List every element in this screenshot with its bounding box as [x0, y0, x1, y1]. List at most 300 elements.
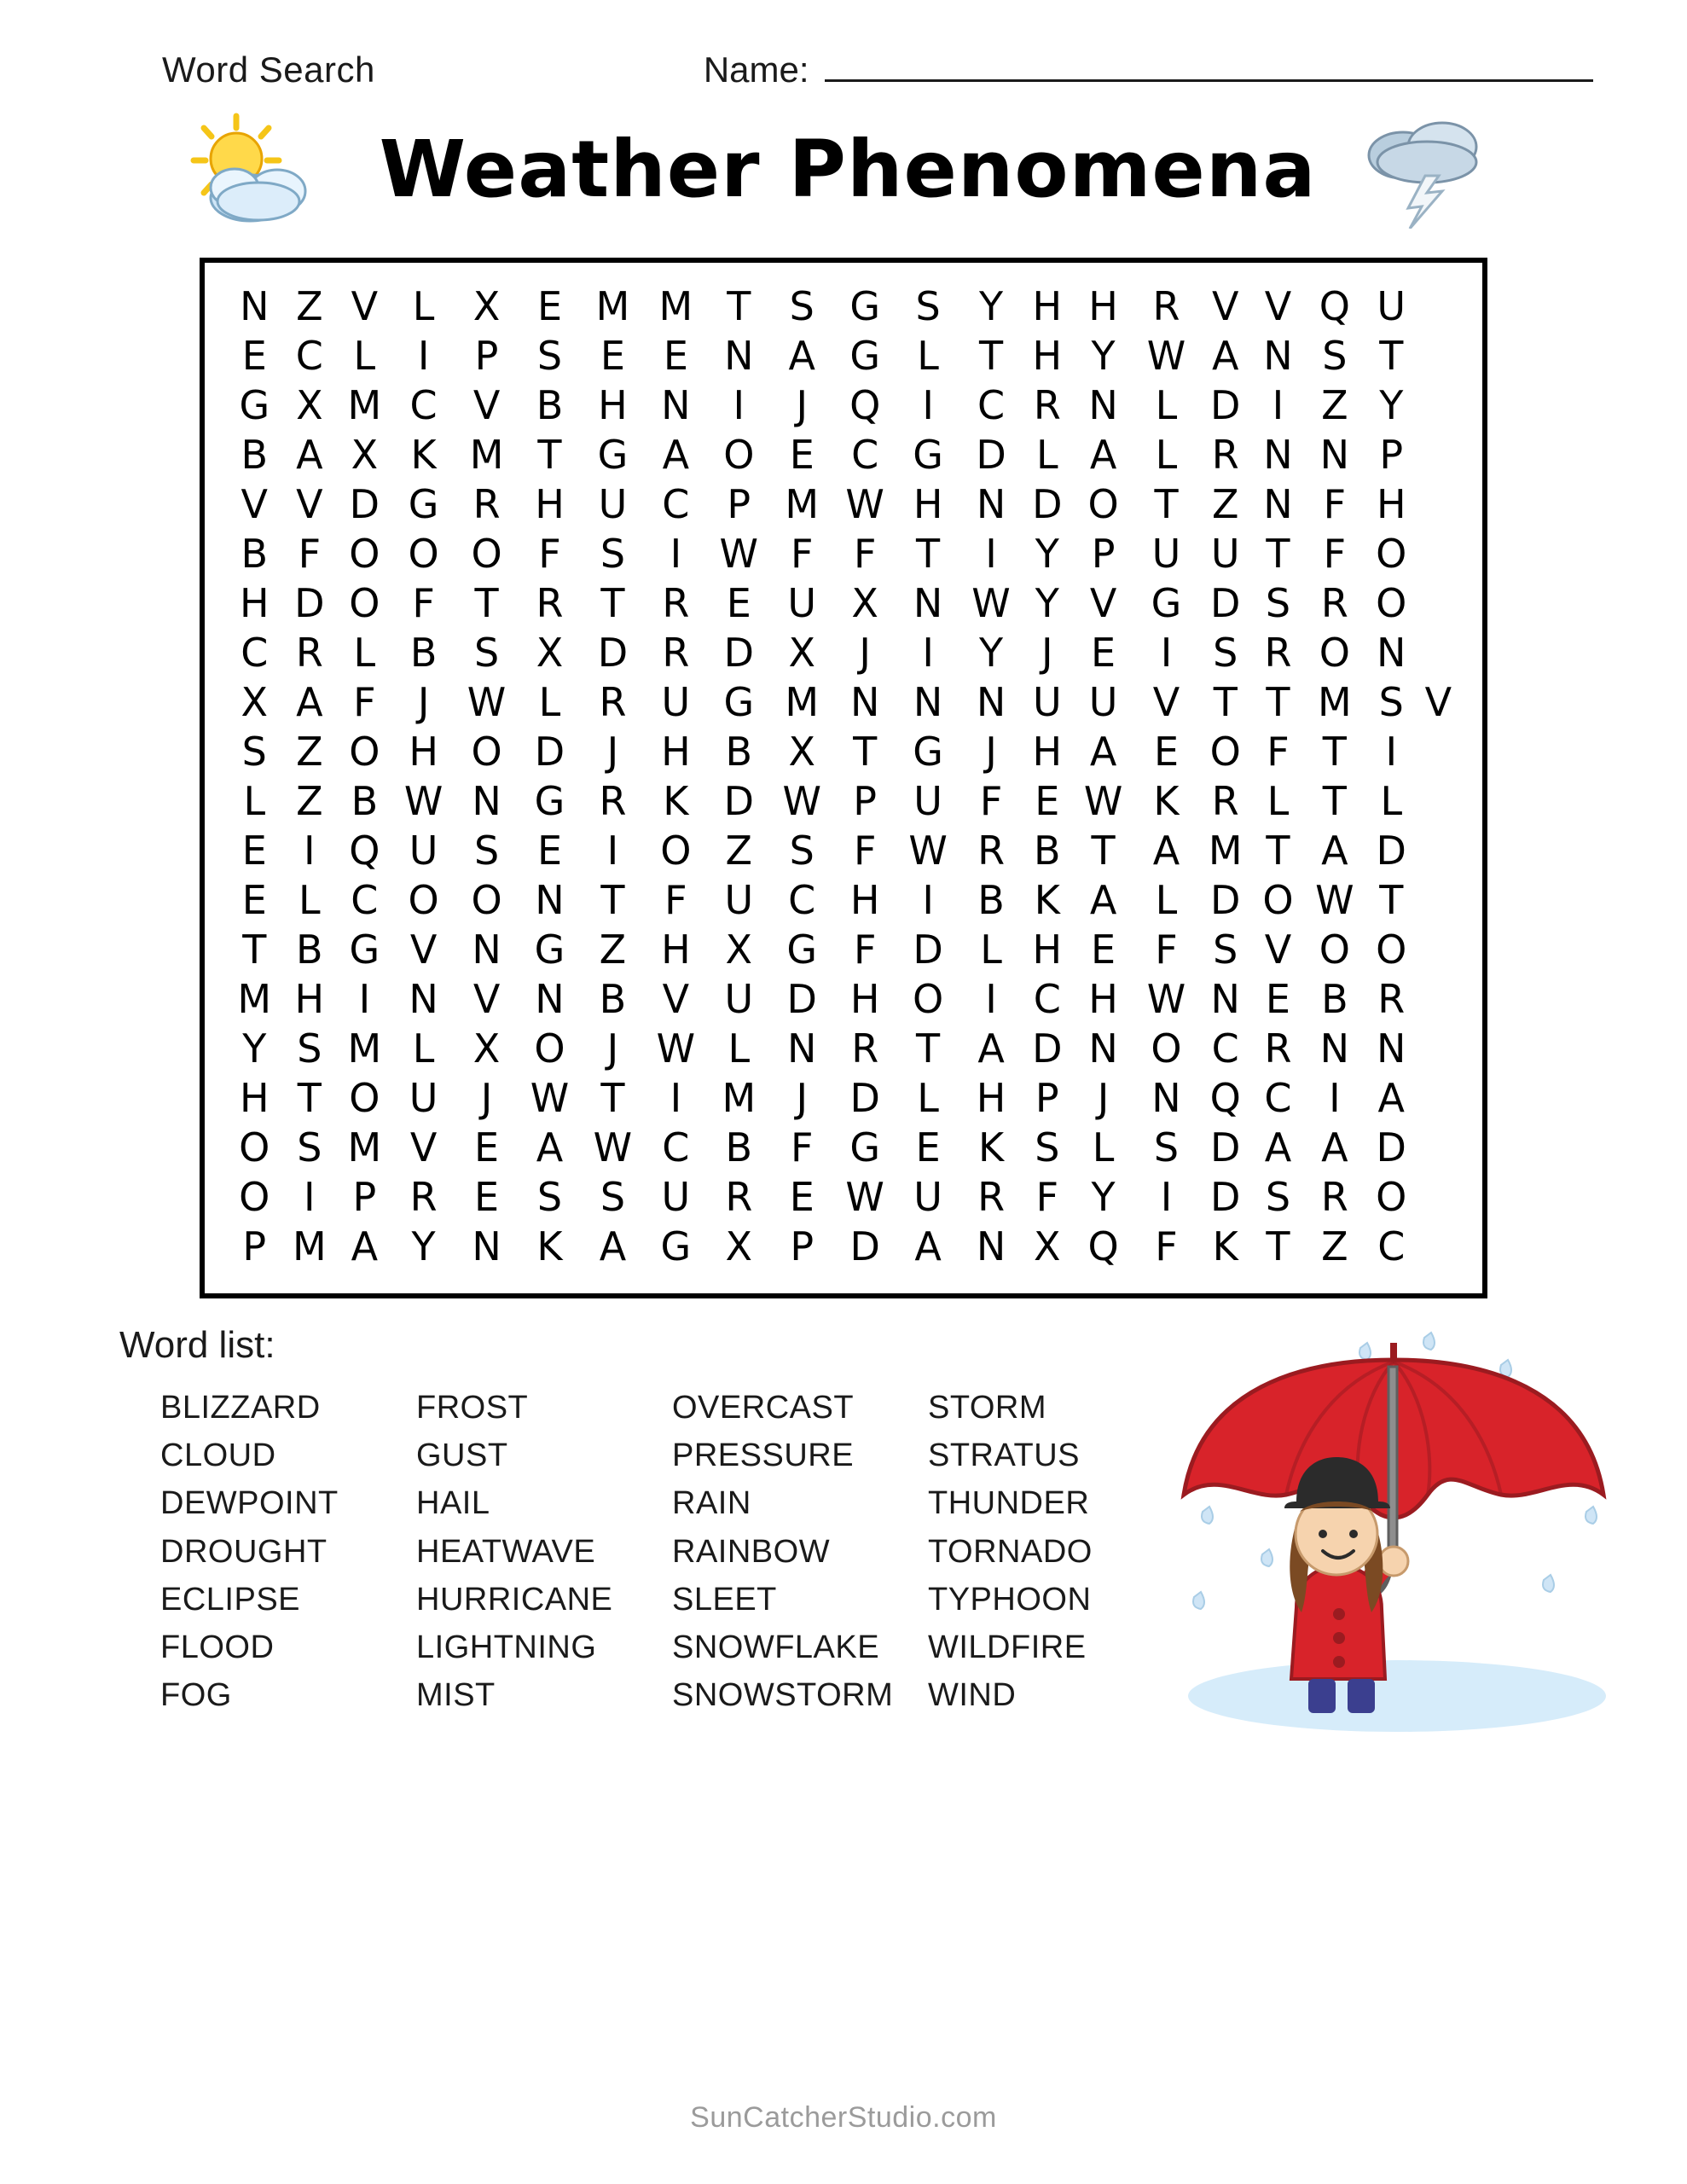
grid-cell[interactable]: L — [980, 926, 1002, 973]
grid-cell[interactable]: I — [670, 531, 682, 577]
grid-cell[interactable]: U — [409, 1075, 438, 1121]
grid-cell[interactable]: C — [851, 432, 879, 478]
word-list-item[interactable]: SNOWSTORM — [672, 1677, 894, 1714]
grid-cell[interactable]: G — [849, 333, 880, 379]
grid-cell[interactable]: N — [1088, 382, 1118, 428]
grid-cell[interactable]: Y — [1091, 333, 1116, 379]
grid-cell[interactable]: M — [347, 1124, 382, 1170]
grid-cell[interactable]: U — [1088, 679, 1118, 725]
grid-cell[interactable]: H — [661, 729, 691, 775]
grid-cell[interactable]: X — [788, 729, 815, 775]
grid-cell[interactable]: F — [412, 580, 435, 626]
word-list-item[interactable]: STRATUS — [928, 1438, 1081, 1474]
grid-cell[interactable]: A — [1152, 828, 1180, 874]
grid-cell[interactable]: W — [971, 580, 1011, 626]
grid-cell[interactable]: V — [351, 283, 379, 329]
grid-cell[interactable]: K — [1212, 1223, 1238, 1269]
grid-cell[interactable]: R — [1152, 283, 1180, 329]
grid-cell[interactable]: A — [296, 679, 323, 725]
grid-cell[interactable]: J — [796, 382, 809, 428]
grid-cell[interactable]: E — [536, 283, 563, 329]
grid-cell[interactable]: E — [474, 1124, 500, 1170]
grid-cell[interactable] — [1417, 826, 1460, 875]
grid-cell[interactable]: K — [410, 432, 437, 478]
grid-cell[interactable]: G — [849, 1124, 880, 1170]
grid-cell[interactable]: A — [788, 333, 815, 379]
grid-cell[interactable]: E — [241, 877, 267, 923]
grid-cell[interactable]: N — [472, 778, 501, 824]
grid-cell[interactable]: J — [606, 729, 619, 775]
grid-cell[interactable]: C — [977, 382, 1006, 428]
grid-cell[interactable]: P — [1379, 432, 1404, 478]
grid-cell[interactable]: A — [296, 432, 323, 478]
grid-cell[interactable]: N — [409, 976, 438, 1022]
grid-cell[interactable]: H — [1032, 283, 1063, 329]
grid-cell[interactable]: F — [1323, 481, 1347, 527]
grid-cell[interactable]: O — [408, 877, 439, 923]
grid-cell[interactable]: N — [1263, 432, 1293, 478]
grid-cell[interactable]: M — [658, 283, 693, 329]
grid-cell[interactable]: R — [662, 630, 690, 676]
grid-cell[interactable]: P — [727, 481, 751, 527]
grid-cell[interactable]: F — [979, 778, 1003, 824]
grid-cell[interactable]: G — [849, 283, 880, 329]
grid-cell[interactable]: M — [347, 1025, 382, 1072]
grid-cell[interactable]: J — [1041, 630, 1053, 676]
grid-cell[interactable] — [1417, 380, 1460, 430]
grid-cell[interactable]: J — [859, 630, 871, 676]
grid-cell[interactable]: A — [599, 1223, 627, 1269]
grid-cell[interactable] — [1417, 1123, 1460, 1172]
grid-cell[interactable]: S — [536, 1174, 563, 1220]
grid-cell[interactable]: R — [1264, 630, 1292, 676]
grid-cell[interactable]: A — [1089, 877, 1117, 923]
grid-cell[interactable]: I — [670, 1075, 682, 1121]
grid-cell[interactable]: I — [1329, 1075, 1341, 1121]
grid-cell[interactable]: S — [297, 1124, 322, 1170]
grid-cell[interactable]: N — [787, 1025, 817, 1072]
grid-cell[interactable]: J — [417, 679, 430, 725]
grid-cell[interactable]: M — [292, 1223, 327, 1269]
word-list-item[interactable]: TORNADO — [928, 1533, 1093, 1570]
grid-cell[interactable]: P — [853, 778, 878, 824]
grid-cell[interactable]: L — [1155, 877, 1178, 923]
grid-cell[interactable]: L — [1267, 778, 1290, 824]
grid-cell[interactable]: E — [915, 1124, 941, 1170]
grid-cell[interactable]: H — [409, 729, 438, 775]
grid-cell[interactable]: T — [727, 283, 751, 329]
grid-cell[interactable]: E — [474, 1174, 500, 1220]
grid-cell[interactable]: L — [243, 778, 266, 824]
grid-cell[interactable]: E — [536, 828, 563, 874]
grid-cell[interactable] — [1417, 1073, 1460, 1123]
grid-cell[interactable]: Y — [411, 1223, 436, 1269]
grid-cell[interactable]: X — [725, 926, 753, 973]
grid-cell[interactable]: F — [853, 926, 877, 973]
grid-cell[interactable]: O — [408, 531, 439, 577]
word-list-item[interactable]: STORM — [928, 1390, 1047, 1426]
grid-cell[interactable]: N — [1210, 976, 1240, 1022]
word-search-grid[interactable] — [200, 258, 1487, 1298]
word-list-item[interactable]: DROUGHT — [160, 1533, 328, 1570]
word-list-item[interactable]: ECLIPSE — [160, 1581, 301, 1618]
grid-cell[interactable]: N — [913, 679, 943, 725]
grid-cell[interactable] — [1417, 430, 1460, 479]
grid-cell[interactable]: W — [1146, 976, 1186, 1022]
grid-cell[interactable]: C — [1211, 1025, 1239, 1072]
grid-cell[interactable]: F — [1267, 729, 1290, 775]
grid-cell[interactable]: A — [914, 1223, 942, 1269]
grid-cell[interactable]: P — [1091, 531, 1116, 577]
word-list-item[interactable]: GUST — [416, 1438, 508, 1474]
grid-cell[interactable]: P — [1035, 1075, 1059, 1121]
grid-cell[interactable]: V — [1264, 926, 1292, 973]
grid-cell[interactable]: R — [1320, 1174, 1348, 1220]
grid-cell[interactable]: R — [409, 1174, 438, 1220]
grid-cell[interactable]: E — [789, 1174, 815, 1220]
grid-cell[interactable]: T — [978, 333, 1004, 379]
grid-cell[interactable]: D — [723, 630, 754, 676]
grid-cell[interactable]: S — [1153, 1124, 1180, 1170]
grid-cell[interactable]: X — [1034, 1223, 1061, 1269]
word-list-item[interactable]: HURRICANE — [416, 1581, 613, 1618]
grid-cell[interactable]: E — [726, 580, 751, 626]
grid-cell[interactable]: H — [1032, 333, 1063, 379]
grid-cell[interactable]: T — [600, 877, 625, 923]
grid-cell[interactable]: Z — [725, 828, 753, 874]
grid-cell[interactable]: Z — [1321, 1223, 1348, 1269]
grid-cell[interactable]: N — [661, 382, 691, 428]
grid-cell[interactable]: I — [985, 976, 997, 1022]
grid-cell[interactable]: R — [599, 679, 627, 725]
grid-cell[interactable]: B — [241, 531, 269, 577]
grid-cell[interactable]: R — [662, 580, 690, 626]
grid-cell[interactable]: W — [467, 679, 507, 725]
grid-cell[interactable]: F — [1035, 1174, 1059, 1220]
grid-cell[interactable]: T — [242, 926, 267, 973]
grid-cell[interactable]: S — [473, 828, 500, 874]
grid-cell[interactable]: T — [1322, 729, 1347, 775]
grid-cell[interactable]: W — [782, 778, 821, 824]
grid-cell[interactable]: T — [1266, 531, 1290, 577]
grid-cell[interactable]: D — [1210, 1124, 1241, 1170]
grid-cell[interactable]: H — [1032, 729, 1063, 775]
word-list-item[interactable]: SLEET — [672, 1581, 777, 1618]
grid-cell[interactable]: P — [474, 333, 499, 379]
grid-cell[interactable]: X — [472, 283, 501, 329]
grid-cell[interactable]: L — [412, 1025, 435, 1072]
grid-cell[interactable]: T — [600, 1075, 625, 1121]
grid-cell[interactable]: L — [299, 877, 321, 923]
grid-cell[interactable]: I — [922, 877, 934, 923]
grid-cell[interactable]: A — [1212, 333, 1239, 379]
grid-cell[interactable]: U — [1032, 679, 1062, 725]
grid-cell[interactable]: G — [913, 432, 943, 478]
grid-cell[interactable]: H — [849, 976, 880, 1022]
grid-cell[interactable]: V — [296, 481, 323, 527]
grid-cell[interactable]: R — [536, 580, 564, 626]
grid-cell[interactable]: G — [239, 382, 270, 428]
grid-cell[interactable]: C — [241, 630, 269, 676]
grid-cell[interactable]: X — [788, 630, 815, 676]
grid-cell[interactable]: N — [535, 877, 565, 923]
grid-cell[interactable]: C — [1033, 976, 1061, 1022]
grid-cell[interactable]: I — [1160, 1174, 1173, 1220]
grid-cell[interactable]: O — [349, 580, 380, 626]
grid-cell[interactable]: S — [1322, 333, 1348, 379]
grid-cell[interactable]: R — [472, 481, 501, 527]
grid-cell[interactable]: U — [1210, 531, 1240, 577]
grid-cell[interactable]: X — [241, 679, 269, 725]
grid-cell[interactable]: V — [241, 481, 268, 527]
grid-cell[interactable]: Y — [978, 630, 1004, 676]
grid-cell[interactable]: D — [349, 481, 380, 527]
grid-cell[interactable]: C — [1377, 1223, 1406, 1269]
grid-cell[interactable]: W — [403, 778, 443, 824]
grid-cell[interactable]: G — [534, 926, 565, 973]
grid-cell[interactable]: A — [977, 1025, 1005, 1072]
grid-cell[interactable]: P — [790, 1223, 815, 1269]
grid-cell[interactable]: F — [853, 828, 877, 874]
grid-cell[interactable]: P — [352, 1174, 377, 1220]
grid-cell[interactable]: O — [1376, 580, 1407, 626]
grid-cell[interactable]: K — [663, 778, 689, 824]
grid-cell[interactable]: T — [297, 1075, 322, 1121]
grid-cell[interactable]: N — [535, 976, 565, 1022]
grid-cell[interactable]: N — [724, 333, 754, 379]
word-list-item[interactable]: HEATWAVE — [416, 1533, 596, 1570]
grid-cell[interactable]: S — [241, 729, 267, 775]
grid-cell[interactable]: D — [1210, 580, 1241, 626]
grid-cell[interactable] — [1417, 282, 1460, 331]
grid-cell[interactable]: F — [791, 1124, 814, 1170]
grid-cell[interactable]: C — [295, 333, 323, 379]
grid-cell[interactable]: U — [724, 976, 754, 1022]
grid-cell[interactable]: E — [1153, 729, 1180, 775]
word-list-item[interactable]: OVERCAST — [672, 1390, 855, 1426]
grid-cell[interactable]: H — [1088, 976, 1118, 1022]
grid-cell[interactable]: X — [536, 630, 564, 676]
grid-cell[interactable]: Z — [1211, 481, 1239, 527]
grid-cell[interactable]: Z — [296, 729, 323, 775]
grid-cell[interactable]: A — [351, 1223, 379, 1269]
grid-cell[interactable]: F — [353, 679, 376, 725]
grid-cell[interactable]: M — [347, 382, 382, 428]
grid-cell[interactable]: Z — [296, 283, 323, 329]
grid-cell[interactable]: K — [977, 1124, 1005, 1170]
grid-cell[interactable]: Q — [849, 382, 881, 428]
grid-cell[interactable]: P — [242, 1223, 267, 1269]
grid-cell[interactable]: B — [725, 729, 753, 775]
word-list-item[interactable]: PRESSURE — [672, 1438, 855, 1474]
grid-cell[interactable]: D — [1376, 828, 1406, 874]
grid-cell[interactable]: F — [1155, 1223, 1178, 1269]
grid-cell[interactable]: N — [240, 283, 270, 329]
grid-cell[interactable]: O — [349, 1075, 380, 1121]
grid-cell[interactable]: M — [595, 283, 630, 329]
grid-cell[interactable]: K — [536, 1223, 563, 1269]
grid-cell[interactable]: C — [788, 877, 816, 923]
grid-cell[interactable]: I — [922, 630, 934, 676]
grid-cell[interactable]: N — [976, 679, 1006, 725]
grid-cell[interactable] — [1417, 578, 1460, 628]
grid-cell[interactable]: J — [606, 1025, 619, 1072]
grid-cell[interactable]: O — [1262, 877, 1294, 923]
grid-cell[interactable]: U — [1377, 283, 1406, 329]
word-list-item[interactable]: FROST — [416, 1390, 529, 1426]
grid-cell[interactable]: V — [662, 976, 690, 1022]
grid-cell[interactable]: N — [1263, 333, 1293, 379]
grid-cell[interactable]: H — [535, 481, 565, 527]
grid-cell[interactable]: F — [1155, 926, 1178, 973]
grid-cell[interactable]: G — [349, 926, 380, 973]
grid-cell[interactable]: B — [977, 877, 1005, 923]
grid-cell[interactable]: W — [593, 1124, 633, 1170]
grid-cell[interactable]: W — [908, 828, 948, 874]
grid-cell[interactable]: N — [1263, 481, 1293, 527]
grid-cell[interactable] — [1417, 925, 1460, 974]
grid-cell[interactable]: W — [845, 481, 884, 527]
grid-cell[interactable]: X — [351, 432, 379, 478]
grid-cell[interactable]: E — [241, 828, 267, 874]
grid-cell[interactable]: E — [1265, 976, 1290, 1022]
grid-cell[interactable]: G — [660, 1223, 692, 1269]
grid-cell[interactable] — [1417, 1024, 1460, 1073]
grid-cell[interactable]: V — [472, 976, 501, 1022]
grid-cell[interactable]: G — [1151, 580, 1182, 626]
grid-cell[interactable]: Q — [349, 828, 380, 874]
grid-cell[interactable]: W — [1083, 778, 1123, 824]
grid-cell[interactable]: V — [409, 1124, 438, 1170]
grid-cell[interactable]: C — [662, 481, 690, 527]
grid-cell[interactable]: R — [1033, 382, 1061, 428]
grid-cell[interactable]: W — [656, 1025, 696, 1072]
grid-cell[interactable]: R — [599, 778, 627, 824]
grid-cell[interactable]: U — [409, 828, 438, 874]
grid-cell[interactable]: O — [471, 531, 502, 577]
grid-cell[interactable]: T — [1266, 1223, 1290, 1269]
grid-cell[interactable]: L — [412, 283, 435, 329]
grid-cell[interactable]: U — [1151, 531, 1181, 577]
grid-cell[interactable]: T — [474, 580, 499, 626]
grid-cell[interactable]: N — [1377, 1025, 1406, 1072]
grid-cell[interactable]: E — [600, 333, 625, 379]
grid-cell[interactable]: X — [725, 1223, 753, 1269]
grid-cell[interactable]: Q — [1209, 1075, 1241, 1121]
grid-cell[interactable]: O — [913, 976, 944, 1022]
grid-cell[interactable]: B — [351, 778, 379, 824]
word-list-item[interactable]: CLOUD — [160, 1438, 276, 1474]
grid-cell[interactable]: I — [922, 382, 934, 428]
grid-cell[interactable]: Q — [1087, 1223, 1119, 1269]
grid-cell[interactable]: K — [1034, 877, 1060, 923]
grid-cell[interactable]: V — [1089, 580, 1117, 626]
grid-cell[interactable]: Y — [1379, 382, 1404, 428]
word-list-item[interactable]: MIST — [416, 1677, 496, 1714]
grid-cell[interactable]: D — [534, 729, 565, 775]
grid-cell[interactable]: M — [237, 976, 272, 1022]
grid-cell[interactable]: O — [1151, 1025, 1182, 1072]
grid-cell[interactable]: T — [1266, 828, 1290, 874]
grid-cell[interactable]: X — [851, 580, 878, 626]
grid-cell[interactable]: R — [977, 828, 1006, 874]
grid-cell[interactable]: G — [534, 778, 565, 824]
word-list-item[interactable]: SNOWFLAKE — [672, 1629, 880, 1666]
grid-cell[interactable]: D — [723, 778, 754, 824]
grid-cell[interactable]: V — [472, 382, 501, 428]
word-list-item[interactable]: WIND — [928, 1677, 1017, 1714]
grid-cell[interactable]: O — [1319, 926, 1350, 973]
grid-cell[interactable]: R — [1320, 580, 1348, 626]
grid-cell[interactable]: A — [1321, 828, 1348, 874]
grid-cell[interactable]: B — [599, 976, 627, 1022]
grid-cell[interactable]: R — [1377, 976, 1406, 1022]
grid-cell[interactable]: Y — [1035, 531, 1059, 577]
grid-cell[interactable]: T — [537, 432, 562, 478]
grid-cell[interactable]: S — [536, 333, 563, 379]
grid-cell[interactable]: T — [600, 580, 625, 626]
grid-cell[interactable]: O — [349, 531, 380, 577]
grid-cell[interactable]: S — [789, 828, 815, 874]
grid-cell[interactable]: U — [913, 1174, 942, 1220]
grid-cell[interactable]: G — [723, 679, 755, 725]
grid-cell[interactable]: B — [241, 432, 269, 478]
grid-cell[interactable]: D — [1210, 877, 1241, 923]
grid-cell[interactable]: T — [916, 1025, 941, 1072]
word-list-item[interactable]: RAINBOW — [672, 1533, 831, 1570]
grid-cell[interactable]: D — [786, 976, 817, 1022]
grid-cell[interactable]: L — [1035, 432, 1058, 478]
grid-cell[interactable]: W — [530, 1075, 570, 1121]
grid-cell[interactable]: A — [1321, 1124, 1348, 1170]
grid-cell[interactable]: F — [538, 531, 561, 577]
grid-cell[interactable]: S — [297, 1025, 322, 1072]
grid-cell[interactable]: I — [606, 828, 619, 874]
grid-cell[interactable]: E — [1035, 778, 1060, 824]
grid-cell[interactable]: A — [1377, 1075, 1405, 1121]
grid-cell[interactable]: N — [1377, 630, 1406, 676]
grid-cell[interactable]: I — [1160, 630, 1173, 676]
grid-cell[interactable]: M — [785, 679, 820, 725]
grid-cell[interactable]: S — [600, 531, 626, 577]
grid-cell[interactable]: F — [1323, 531, 1347, 577]
grid-cell[interactable]: C — [1264, 1075, 1292, 1121]
grid-cell[interactable]: E — [789, 432, 815, 478]
grid-cell[interactable]: S — [1265, 580, 1291, 626]
grid-cell[interactable]: H — [849, 877, 880, 923]
grid-cell[interactable]: U — [787, 580, 817, 626]
grid-cell[interactable]: H — [598, 382, 628, 428]
grid-cell[interactable]: Q — [1319, 283, 1350, 329]
grid-cell[interactable]: X — [472, 1025, 501, 1072]
grid-cell[interactable]: A — [1089, 729, 1117, 775]
grid-cell[interactable] — [1417, 875, 1460, 925]
grid-cell[interactable]: J — [985, 729, 997, 775]
grid-cell[interactable]: O — [1376, 1174, 1407, 1220]
grid-cell[interactable]: V — [1212, 283, 1239, 329]
grid-cell[interactable]: C — [662, 1124, 690, 1170]
grid-cell[interactable]: L — [917, 333, 939, 379]
grid-cell[interactable]: V — [1152, 679, 1180, 725]
grid-cell[interactable]: T — [1213, 679, 1238, 725]
grid-cell[interactable]: T — [916, 531, 941, 577]
grid-cell[interactable]: U — [661, 1174, 691, 1220]
grid-cell[interactable]: B — [296, 926, 323, 973]
grid-cell[interactable]: N — [913, 580, 943, 626]
grid-cell[interactable]: L — [353, 333, 376, 379]
grid-cell[interactable]: A — [1264, 1124, 1292, 1170]
grid-cell[interactable]: J — [1097, 1075, 1110, 1121]
